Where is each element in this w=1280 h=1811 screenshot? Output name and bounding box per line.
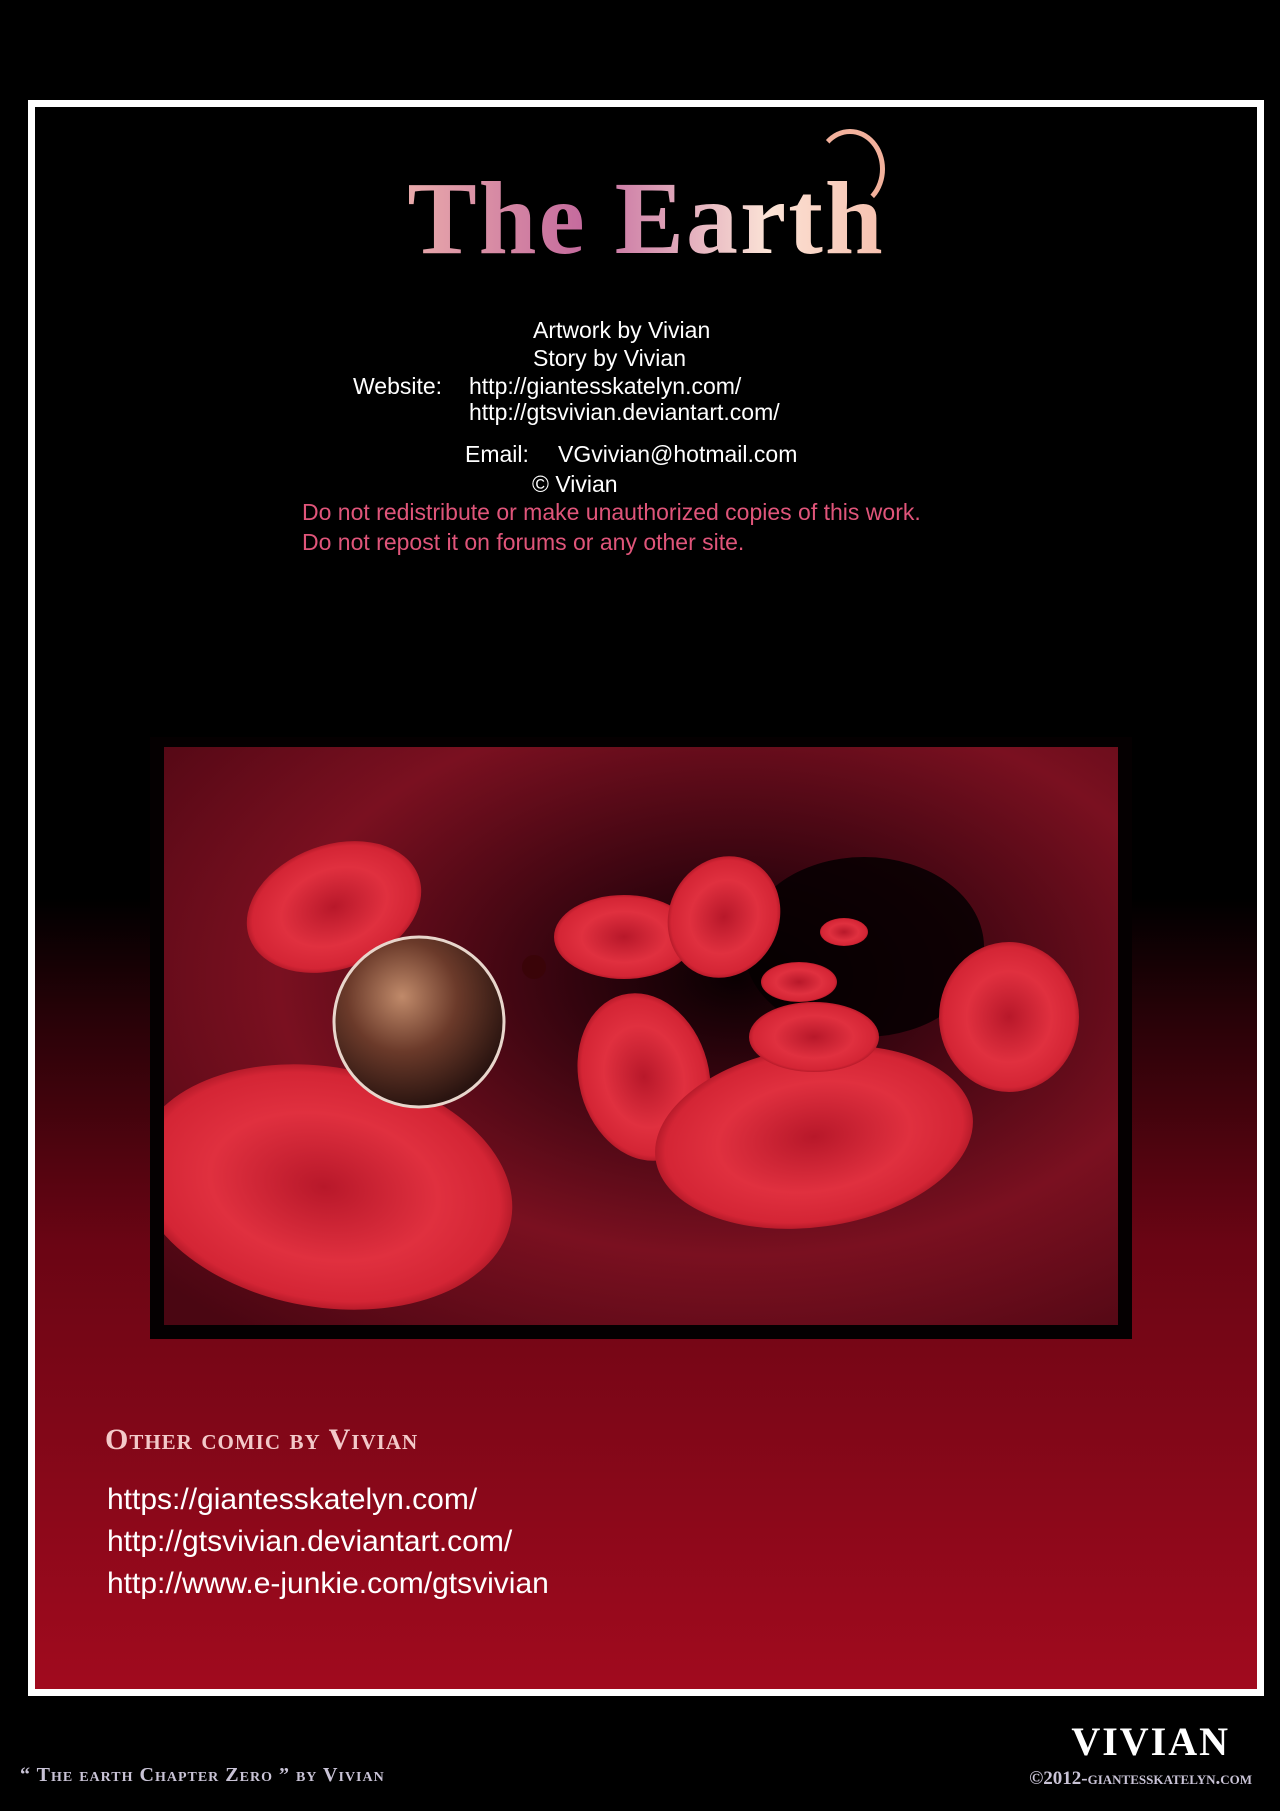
other-comics-heading: Other comic by Vivian xyxy=(105,1423,419,1456)
copyright-credit: © Vivian xyxy=(532,471,618,497)
blood-cells-illustration xyxy=(164,747,1118,1325)
website-link-1[interactable]: http://giantesskatelyn.com/ xyxy=(469,373,742,399)
other-link-1[interactable]: https://giantesskatelyn.com/ xyxy=(107,1483,478,1516)
other-link-2[interactable]: http://gtsvivian.deviantart.com/ xyxy=(107,1525,513,1558)
artwork-credit: Artwork by Vivian xyxy=(533,317,711,343)
other-link-3[interactable]: http://www.e-junkie.com/gtsvivian xyxy=(107,1567,549,1600)
warning-line-1: Do not redistribute or make unauthorized copies of this work. xyxy=(302,499,921,525)
website-label: Website: xyxy=(353,373,443,399)
warning-line-2: Do not repost it on forums or any other site. xyxy=(302,529,745,555)
website-link-2[interactable]: http://gtsvivian.deviantart.com/ xyxy=(469,399,780,425)
email-address[interactable]: VGvivian@hotmail.com xyxy=(558,441,798,467)
cover-title: The Earth xyxy=(35,159,1257,278)
series-caption: “ The earth Chapter Zero ” by Vivian xyxy=(20,1764,385,1786)
other-comics-links xyxy=(107,1479,549,1605)
cover-frame xyxy=(28,100,1264,1696)
story-credit: Story by Vivian xyxy=(533,345,686,371)
cover-illustration xyxy=(150,737,1132,1339)
signature: VIVIAN xyxy=(1071,1719,1230,1764)
footer-copyright: ©2012-giantesskatelyn.com xyxy=(1029,1768,1252,1789)
email-label: Email: xyxy=(465,441,529,467)
